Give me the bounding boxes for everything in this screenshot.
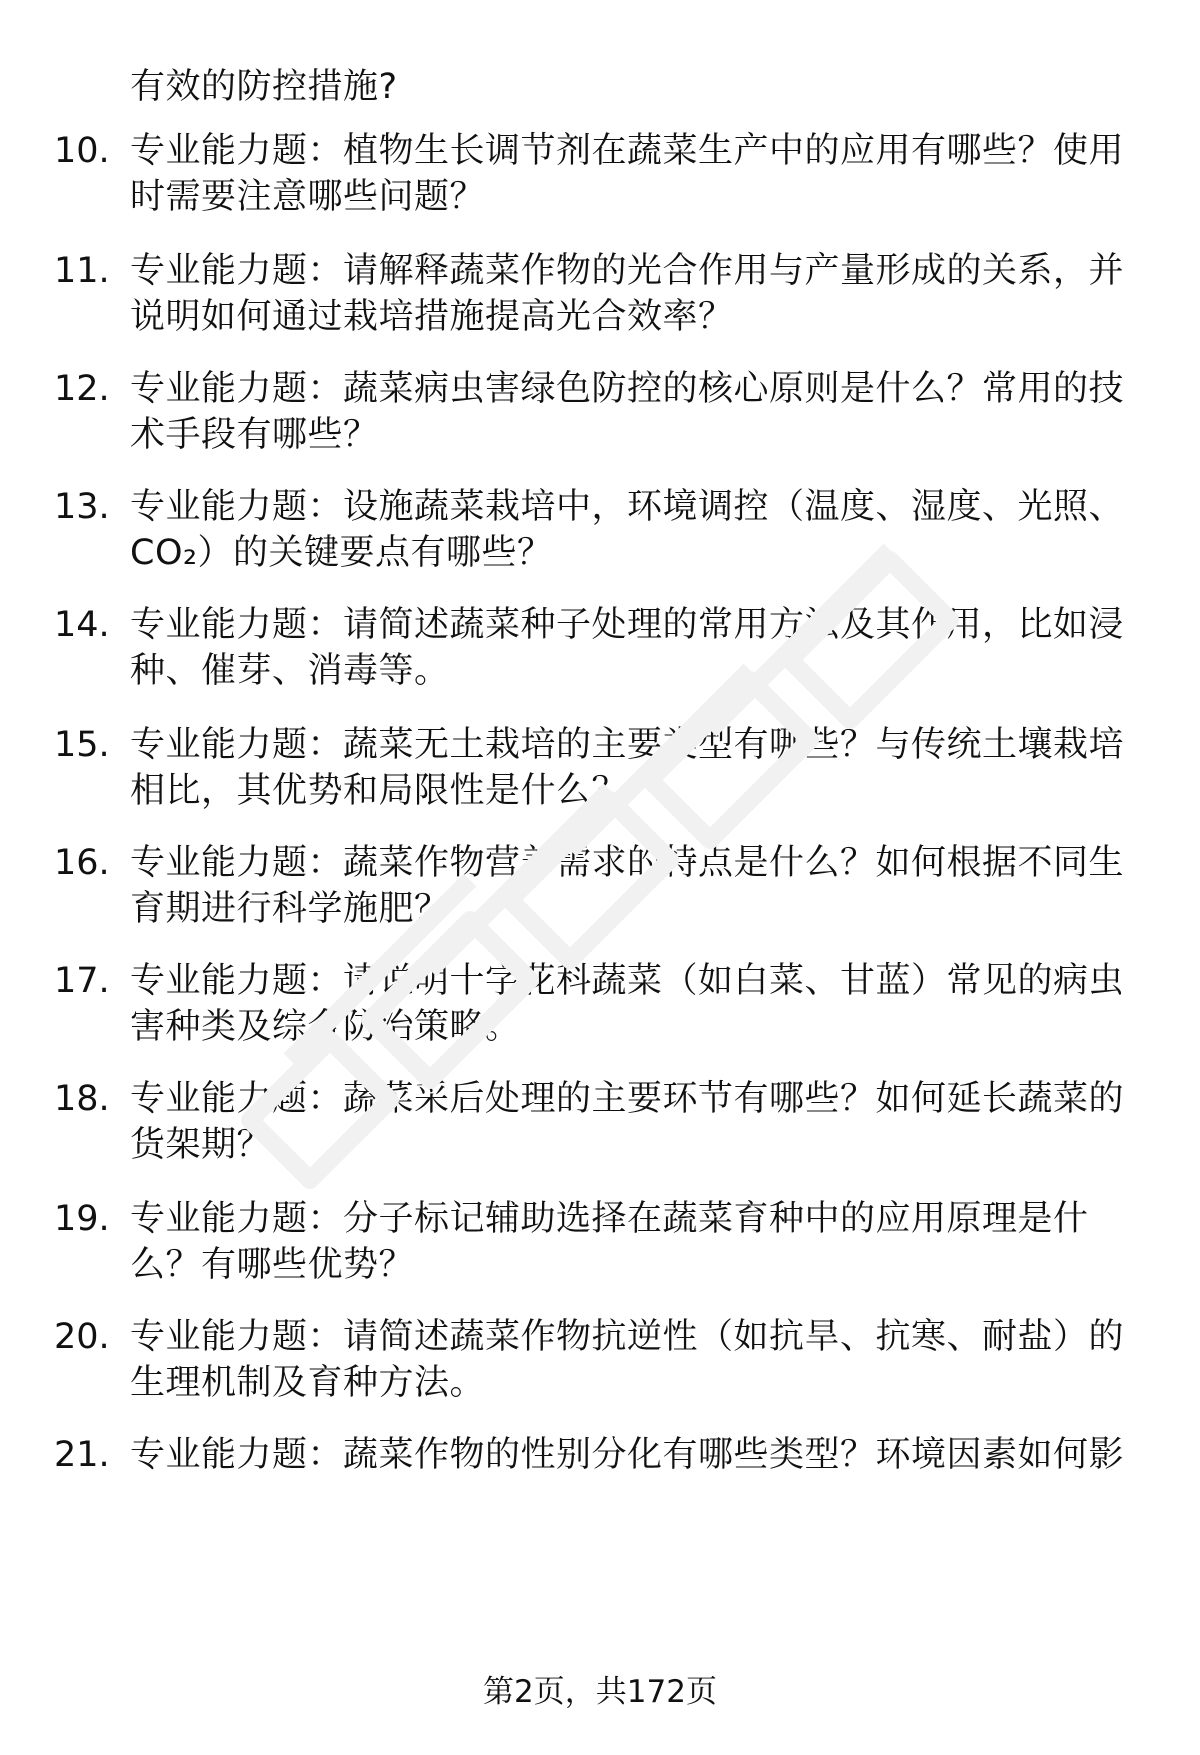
item-number: 11. [54,251,110,291]
item-number: 12. [54,369,110,409]
item-number: 13. [54,487,110,527]
item-number: 14. [54,605,110,645]
item-text-line: 专业能力题：请解释蔬菜作物的光合作用与产量形成的关系，并 [130,251,1125,291]
item-text-line: 专业能力题：蔬菜作物的性别分化有哪些类型？环境因素如何影 [130,1435,1125,1475]
item-number: 18. [54,1079,110,1119]
item-text-line: 专业能力题：植物生长调节剂在蔬菜生产中的应用有哪些？使用 [130,131,1125,171]
item-text-line: 种、催芽、消毒等。 [130,651,450,691]
item-text-line: 相比，其优势和局限性是什么？ [130,771,628,811]
item-text-line: 专业能力题：请简述蔬菜种子处理的常用方法及其作用，比如浸 [130,605,1125,645]
item-number: 16. [54,843,110,883]
item-text-line: 说明如何通过栽培措施提高光合效率？ [130,297,734,337]
item-text-line: 专业能力题：蔬菜采后处理的主要环节有哪些？如何延长蔬菜的 [130,1079,1125,1119]
item-number: 17. [54,961,110,1001]
item-number: 15. [54,725,110,765]
item-text-line: 专业能力题：分子标记辅助选择在蔬菜育种中的应用原理是什 [130,1199,1089,1239]
item-text-line: 专业能力题：请说明十字花科蔬菜（如白菜、甘蓝）常见的病虫 [130,961,1125,1001]
continued-line: 有效的防控措施? [130,67,398,107]
item-text-line: 货架期？ [130,1125,273,1165]
item-number: 21. [54,1435,110,1475]
item-text-line: 育期进行科学施肥？ [130,889,450,929]
item-text-line: 专业能力题：请简述蔬菜作物抗逆性（如抗旱、抗寒、耐盐）的 [130,1317,1125,1357]
item-text-line: 术手段有哪些？ [130,415,379,455]
page-footer: 第2页，共172页 [483,1674,717,1710]
item-text-line: 专业能力题：蔬菜无土栽培的主要类型有哪些？与传统土壤栽培 [130,725,1125,765]
item-number: 10. [54,131,110,171]
item-text-line: 生理机制及育种方法。 [130,1363,486,1403]
item-text-line: 时需要注意哪些问题？ [130,177,486,217]
item-text-line: CO₂）的关键要点有哪些？ [130,533,553,573]
item-number: 19. [54,1199,110,1239]
item-number: 20. [54,1317,110,1357]
item-text-line: 专业能力题：设施蔬菜栽培中，环境调控（温度、湿度、光照、 [130,487,1125,527]
item-text-line: 害种类及综合防治策略。 [130,1007,521,1047]
item-text-line: 专业能力题：蔬菜病虫害绿色防控的核心原则是什么？常用的技 [130,369,1125,409]
item-text-line: 么？有哪些优势？ [130,1245,415,1285]
item-text-line: 专业能力题：蔬菜作物营养需求的特点是什么？如何根据不同生 [130,843,1125,883]
